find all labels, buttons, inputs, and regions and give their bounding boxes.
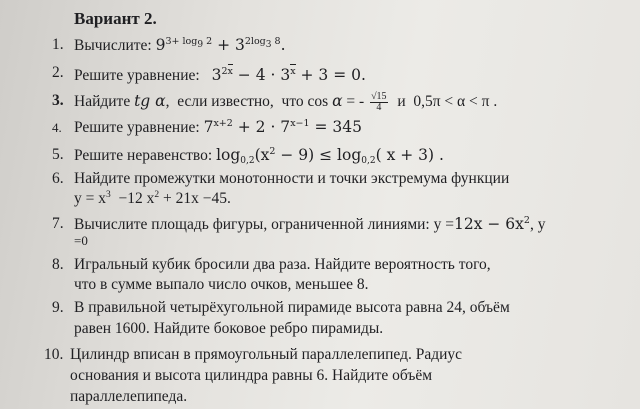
task-1-expression: $9^{3+ log_9 2} + 3^{2log_3 8}$. [155,36,286,54]
task-10-line1: Цилиндр вписан в прямоугольный параллелепипед. Радиус [70,346,463,363]
fraction: √15 4 [371,91,387,113]
task-2 [74,64,366,85]
item-number: 5. [52,146,64,163]
task-9-line2: равен 1600. Найдите боковое ребро пирамиды. [74,320,384,337]
task-2-label: Решите уравнение: [74,67,200,84]
task-7-line2: =0 [74,233,88,248]
item-number: 2. [52,64,64,81]
task-5-expression: $\log_{0,2}(x^2 - 9) \le \log_{0,2}$( x + 3) . [216,146,444,166]
task-4-expression: $7^{x+2} + 2 \cdot 7^{x-1} = 345$ [203,118,362,136]
item-number: 6. [52,170,64,187]
item-number: 7. [52,215,64,232]
task-5-label: Решите неравенство: [74,147,213,164]
task-5 [74,146,444,166]
task-4 [74,118,362,137]
task-1-label: Вычислите: [74,37,152,54]
task-1 [74,36,286,55]
item-number: 10. [44,346,64,363]
item-number: 3. [52,92,64,109]
variant-title: Вариант 2. [74,9,157,28]
item-number: 9. [52,299,64,316]
task-6-function: $y = x^3 -12$ $x^2 + 21x -45$. [74,190,231,207]
task-7-line1: Вычислите площадь фигуры, ограниченной линиями: $y =12x - 6x^2$, y [74,215,546,233]
task-10-line3: параллелепипеда. [70,388,188,405]
task-8-line1: Игральный кубик бросили два раза. Найдите вероятность того, [74,256,491,273]
item-number: 4. [52,120,62,135]
task-6-line1: Найдите промежутки монотонности и точки экстремума функции [74,170,510,187]
item-number: 1. [52,36,64,53]
task-8-line2: что в сумме выпало число очков, меньшее 8. [74,276,369,293]
task-9-line1: В правильной четырёхугольной пирамиде высота равна 24, объём [74,299,510,316]
task-4-label: Решите уравнение: [74,119,200,136]
task-2-expression: $3^{2x} - 4 \cdot 3^x + 3 = 0$. [211,66,366,84]
task-10-line2: основания и высота цилиндра равны 6. Найдите объём [70,367,433,384]
task-3: Найдите tg α, если известно, что cos α = - √15 4 и 0,5π < α < π . [74,91,498,113]
item-number: 8. [52,256,64,273]
